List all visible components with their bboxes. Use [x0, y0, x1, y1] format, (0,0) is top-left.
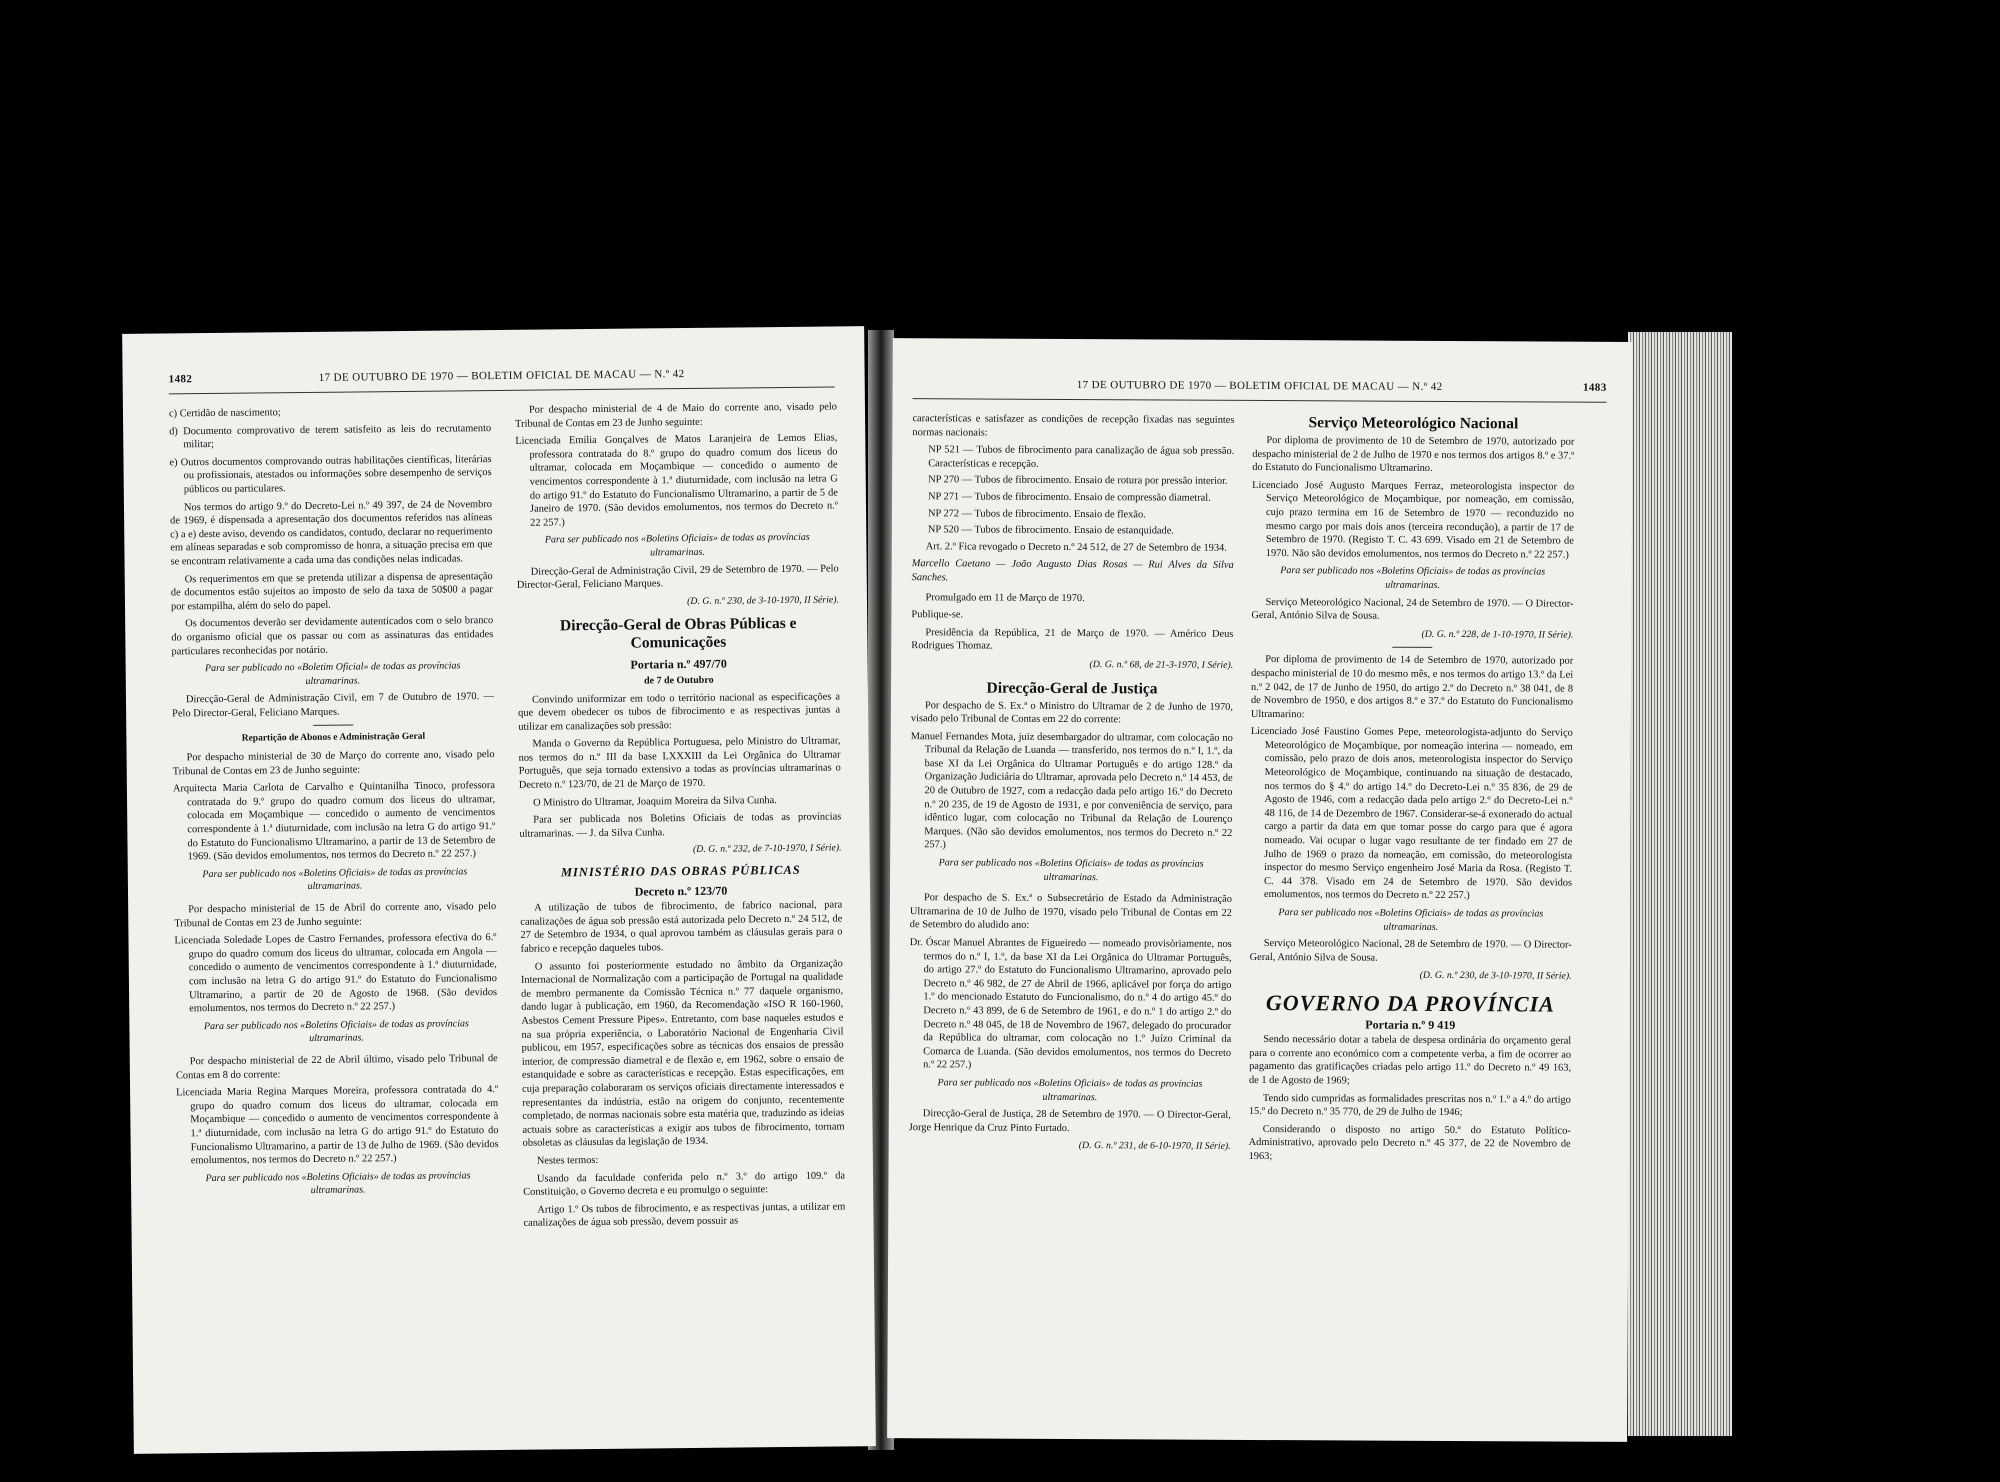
left-running-head	[169, 366, 835, 394]
portaria-date: de 7 de Outubro	[643, 674, 714, 687]
item-c: c) Certidão de nascimento;	[168, 407, 281, 420]
publication-note: Para ser publicado nos «Boletins Oficiais» de todas as províncias ultramarinas.	[544, 532, 810, 559]
dispatch-body: Licenciada Emília Gonçalves de Matos Laranjeira de Lemos Elias, professora contratada do 8.º grupo do quadro comum dos liceus do ultramar, colocada em Moçambique — concedido o aumento de vencimentos correspondente à 1.ª diuturnidade, com inclusão na letra G do artigo 91.º do Estatuto do Funcionalismo Ultramarino, a partir de 5 de Janeiro de 1970. (São devidos emolumentos, nos termos do Decreto n.º 22 257.)	[515, 432, 839, 529]
right-running-title: 17 DE OUTUBRO DE 1970 — BOLETIM OFICIAL DE MACAU — N.º 42	[1076, 379, 1443, 393]
publication-note: Para ser publicado nos «Boletins Oficiais» de todas as províncias ultramarinas.	[202, 866, 468, 893]
dispatch-body: Licenciada Maria Regina Marques Moreira, professora contratada do 4.º grupo do quadro comum dos liceus do ultramar, colocada em Moçambique — concedido o aumento de vencimentos correspondente à 1.ª diuturnidade, com inclusão na letra G do artigo 91.º do Estatuto do Funcionalismo Ultramarino, a partir de 13 de Julho de 1969. (São devidos emolumentos, nos termos do Decreto n.º 22 257.)	[176, 1084, 499, 1167]
dispatch-body: Arquitecta Maria Carlota de Carvalho e Quintanilha Tinoco, professora contratada do 9.º grupo do quadro comum dos liceus do ultramar, colocada em Moçambique — concedido o aumento de vencimentos correspondente à 1.ª diuturnidade, com inclusão na letra G do artigo 91.º do Estatuto do Funcionalismo Ultramarino, a partir de 13 de Setembro de 1969. (São devidos emolumentos, nos termos do Decreto n.º 22 257.)	[172, 780, 496, 863]
gazette-reference: (D. G. n.º 230, de 3-10-1970, II Série).	[687, 594, 840, 607]
right-column-1	[909, 412, 1235, 1158]
signature: O Ministro do Ultramar, Joaquim Moreira da Silva Cunha.	[533, 794, 777, 809]
paragraph: Nos termos do artigo 9.º do Decreto-Lei n.º 49 397, de 24 de Novembro de 1969, é dispensada a apresentação dos documentos referidos nas alíneas c) a e) deste aviso, devendo os candidatos, contudo, declarar no requerimento em alíneas separadas e sob compromisso de honra, a situação precisa em que se encontram relativamente a cada uma das condições nelas indicadas.	[170, 498, 493, 568]
paragraph: Considerando o disposto no artigo 50.º do Estatuto Político-Administrativo, aprovado pelo Decreto n.º 45 377, de 22 de Novembro de 1963;	[1248, 1123, 1571, 1162]
directorate-heading: Direcção-Geral de Justiça	[986, 679, 1158, 697]
decreto-title: Decreto n.º 123/70	[634, 883, 728, 899]
publication-note: Para ser publicado nos «Boletins Oficiais» de todas as províncias ultramarinas.	[1278, 907, 1544, 933]
gazette-reference: (D. G. n.º 232, de 7-10-1970, I Série).	[692, 842, 842, 856]
norm-item: NP 271 — Tubos de fibrocimento. Ensaio de compressão diametral.	[928, 491, 1211, 504]
paragraph: Convindo uniformizar em todo o território nacional as especificações a que devem obedecer os tubos de fibrocimento e as respectivas juntas a utilizar em canalizações sob pressão:	[518, 690, 841, 733]
dispatch-body: Licenciado José Faustino Gomes Pepe, meteorologista-adjunto do Serviço Meteorológico de Moçambique, por nomeação interina — nomeado, em comissão, pelo prazo de dois anos, meteorologista inspector do Serviço Meteorológico de Moçambique, continuando na situação de destacado, nos termos do § 4.º do artigo 14.º do Decreto-Lei n.º 35 836, de 29 de Agosto de 1946, com a redacção dada pelo artigo 2.º do Decreto-Lei n.º 48 116, de 14 de Dezembro de 1967. Considerar-se-á exonerado do actual cargo a partir da data em que tomar posse do cargo para que é agora nomeado. Vai ocupar o lugar vago resultante de ter findado em 27 de Julho de 1969 o prazo da nomeação, em comissão, do meteorologista inspector do mesmo Serviço engenheiro José Maria da Rosa. (Registo T. C. 44 378. Visado em 24 de Setembro de 1970. São devidos emolumentos, nos termos do Decreto n.º 22 257.)	[1250, 726, 1573, 902]
ministry-heading: MINISTÉRIO DAS OBRAS PÚBLICAS	[560, 862, 801, 880]
dispatch-intro: Por despacho ministerial de 30 de Março do corrente ano, visado pelo Tribunal de Contas em 23 de Junho seguinte:	[172, 749, 495, 778]
signatories: Marcello Caetano — João Augusto Dias Rosas — Rui Alves da Silva Sanches.	[911, 558, 1234, 584]
right-running-head	[913, 378, 1607, 403]
paragraph: Promulgado em 11 de Março de 1970.	[925, 591, 1085, 604]
norm-item: NP 521 — Tubos de fibrocimento para canalização de água sob pressão. Características e recepção.	[928, 444, 1235, 470]
portaria-title: Portaria n.º 9 419	[1365, 1017, 1456, 1032]
publication-note: Para ser publicado nos «Boletins Oficiais» de todas as províncias ultramarinas.	[938, 857, 1204, 883]
signature: Direcção-Geral de Administração Civil, 29 de Setembro de 1970. — Pelo Director-Geral, Feliciano Marques.	[516, 562, 839, 591]
governo-heading: GOVERNO DA PROVÍNCIA	[1265, 990, 1555, 1017]
norm-item: NP 270 — Tubos de fibrocimento. Ensaio de rotura por pressão interior.	[928, 474, 1228, 488]
paragraph: Usando da faculdade conferida pelo n.º 3.º do artigo 109.º da Constituição, o Governo decreta e eu promulgo o seguinte:	[523, 1169, 846, 1198]
right-column-2	[1249, 414, 1575, 1169]
gazette-reference: (D. G. n.º 228, de 1-10-1970, II Série).	[1421, 628, 1574, 641]
directorate-heading: Direcção-Geral de Obras Públicas e Comunicações	[559, 615, 797, 652]
dispatch-body: Licenciada Soledade Lopes de Castro Fernandes, professora efectiva do 6.º grupo do quadro comum dos liceus do ultramar, colocada em Angola — concedido o aumento de vencimentos correspondente à 1.ª diuturnidade, com inclusão na letra G do artigo 91.º do Estatuto do Funcionalismo Ultramarino, a partir de 20 de Agosto de 1968. (São devidos emolumentos, nos termos do Decreto n.º 22 257.)	[174, 932, 498, 1015]
dispatch-body: Manuel Fernandes Mota, juiz desembargador do ultramar, com colocação no Tribunal da Relação de Luanda — transferido, nos termos do n.º I, 1.º, da base XI da Lei Orgânica do Ultramar Português e do artigo 128.º da Organização Judiciária do Ultramar, aprovada pelo Decreto n.º 14 453, de 20 de Outubro de 1927, com a redacção dada pelo artigo 16.º do Decreto n.º 20 235, de 19 de Agosto de 1931, e por conveniência de serviço, para idêntico lugar, com colocação no Tribunal da Relação de Lourenço Marques. (Não são devidos emolumentos, nos termos do Decreto n.º 22 257.)	[910, 730, 1233, 851]
item-e: e) Outros documentos comprovando outras habilitações científicas, literárias ou profissionais, atestados ou informações sobre desempenho de serviços públicos ou particulares.	[169, 453, 492, 496]
left-page-number: 1482	[168, 373, 193, 386]
paragraph: Os documentos deverão ser devidamente autenticados com o selo branco do organismo oficial que os passar ou com as assinaturas das entidades particulares reconhecidas por notário.	[171, 615, 494, 657]
section-heading: Repartição de Abonos e Administração Geral	[241, 732, 426, 745]
paragraph: Tendo sido cumpridas as formalidades prescritas nos n.º 1.º a 4.º do artigo 15.º do Decreto n.º 35 770, de 29 de Julho de 1946;	[1248, 1092, 1571, 1119]
signature: Serviço Meteorológico Nacional, 24 de Setembro de 1970. — O Director-Geral, António Silva de Sousa.	[1251, 596, 1574, 622]
divider	[1392, 647, 1432, 648]
publication-note: Para ser publicado nos «Boletins Oficiais» de todas as províncias ultramarinas.	[937, 1077, 1203, 1103]
dispatch-intro: Por diploma de provimento de 10 de Setembro de 1970, autorizado por despacho ministerial de 2 de Julho de 1970 e nos termos dos artigos 8.º e 37.º do Estatuto do Funcionalismo Ultramarino.	[1252, 435, 1575, 475]
paragraph: Sendo necessário dotar a tabela de despesa ordinária do orçamento geral para o corrente ano económico com a competente verba, a fim de ocorrer ao pagamento das gratificações criadas pelo artigo 11.º do Decreto n.º 49 163, de 1 de Agosto de 1969;	[1248, 1034, 1572, 1087]
gazette-reference: (D. G. n.º 68, de 21-3-1970, I Série).	[1089, 659, 1234, 671]
paragraph: O assunto foi posteriormente estudado no âmbito da Organização Internacional de Normalização com a participação de Portugal na qualidade de membro permanente da Comissão Técnica n.º 77 daquele organismo, dando lugar à publicação, em 1960, da Recomendação «ISO R 160-1960, Asbestos Cement Pressure Pipes». Entretanto, com base naqueles estudos e na sua própria experiência, o Laboratório Nacional de Engenharia Civil publicou, em 1957, especificações sobre as técnicas dos ensaios de pressão interior, de compressão diametral e de flexão e, em 1962, sobre o ensaio de estanquidade e sobre as características e recepção. Estas especificações, em cuja preparação colaboraram os serviços oficiais directamente interessados e representantes da indústria, estão na origem do conjunto, recentemente completado, de normas nacionais sobre esta matéria que, traduzindo as ideias actuais sobre as características a exigir aos tubos de fibrocimento, tornam obsoletas as cláusulas da legislação de 1934.	[520, 957, 845, 1150]
norm-item: NP 520 — Tubos de fibrocimento. Ensaio de estanquidade.	[927, 524, 1174, 537]
paragraph: características e satisfazer as condições de recepção fixadas nas seguintes normas nacionais:	[912, 413, 1235, 439]
dispatch-intro: Por despacho de S. Ex.ª o Subsecretário de Estado da Administração Ultramarina de 10 de Julho de 1970, visado pelo Tribunal de Contas em 22 de Setembro do aludido ano:	[909, 892, 1232, 932]
publication-note: Para ser publicado nos «Boletins Oficiais» de todas as províncias ultramarinas.	[1280, 565, 1546, 591]
signature: Direcção-Geral de Justiça, 28 de Setembro de 1970. — O Director-Geral, Jorge Henrique da Cruz Pinto Furtado.	[908, 1108, 1231, 1134]
publication-note: Para ser publicado nos «Boletins Oficiais» de todas as províncias ultramarinas.	[203, 1018, 469, 1045]
publication-note: Para ser publicado no «Boletim Oficial» de todas as províncias ultramarinas.	[204, 660, 461, 687]
dispatch-intro: Por despacho ministerial de 15 de Abril do corrente ano, visado pelo Tribunal de Contas em 23 de Junho seguinte:	[174, 901, 497, 929]
left-column-2	[515, 400, 846, 1234]
norm-item: NP 272 — Tubos de fibrocimento. Ensaio de flexão.	[927, 507, 1146, 520]
gazette-reference: (D. G. n.º 231, de 6-10-1970, II Série).	[1078, 1140, 1231, 1153]
dispatch-body: Licenciado José Augusto Marques Ferraz, meteorologista inspector do Serviço Meteorológico de Moçambique, por nomeação, em comissão, cujo prazo termina em 16 de Setembro de 1970 — reconduzido no mesmo cargo por mais dois anos (terceira recondução), a partir de 17 de Setembro de 1970. (Registo T. C. 43 699. Visado em 21 de Setembro de 1970. Não são devidos emolumentos, nos termos do Decreto n.º 22 257.)	[1252, 479, 1575, 561]
publication-note: Para ser publicada nos Boletins Oficiais de todas as províncias ultramarinas. — J. da Silva Cunha.	[519, 811, 842, 840]
dispatch-intro: Por despacho ministerial de 4 de Maio do corrente ano, visado pelo Tribunal de Contas em 23 de Junho seguinte:	[515, 401, 838, 430]
left-running-title: 17 DE OUTUBRO DE 1970 — BOLETIM OFICIAL DE MACAU — N.º 42	[318, 368, 685, 384]
paragraph: Manda o Governo da República Portuguesa, pelo Ministro do Ultramar, nos termos do n.º III da base LXXXIII da Lei Orgânica do Ultramar Português, que seja tornado extensivo a todas as províncias ultramarinas o Decreto n.º 123/70, de 21 de Março de 1970.	[518, 735, 841, 791]
paragraph: Publique-se.	[911, 609, 964, 621]
signature: Serviço Meteorológico Nacional, 28 de Setembro de 1970. — O Director-Geral, António Silva de Sousa.	[1249, 938, 1572, 964]
dispatch-body: Dr. Óscar Manuel Abrantes de Figueiredo — nomeado provisòriamente, nos termos do n.º I, 1.º, da base XI da Lei Orgânica do Ultramar Português, do artigo 27.º do Estatuto do Funcionalismo Ultramarino, aprovado pelo Decreto n.º 46 982, de 27 de Abril de 1966, aplicável por força do artigo 1.º do mencionado Estatuto do Funcionalismo, do n.º 4 do artigo 45.º do Decreto n.º 43 899, de 6 de Setembro de 1961, e do n.º 1 do artigo 2.º do Decreto n.º 48 045, de 18 de Novembro de 1967, delegado do procurador da República do ultramar, com colocação no 1.º Juízo Criminal da Comarca de Luanda. (São devidos emolumentos, nos termos do Decreto n.º 22 257.)	[909, 937, 1232, 1071]
paragraph: Os requerimentos em que se pretenda utilizar a dispensa de apresentação de documentos estão sujeitos ao imposto de selo da taxa de 50$00 a pagar por estampilha, além do selo do papel.	[170, 570, 493, 613]
gazette-reference: (D. G. n.º 230, de 3-10-1970, II Série).	[1419, 970, 1572, 983]
paragraph: Nestes termos:	[536, 1154, 599, 1167]
left-page	[122, 326, 876, 1454]
item-d: d) Documento comprovativo de terem satisfeito as leis do recrutamento militar;	[169, 422, 492, 451]
paragraph: A utilização de tubos de fibrocimento, de fabrico nacional, para canalizações de água sob pressão está autorizada pelo Decreto n.º 24 512, de 27 de Setembro de 1934, o qual aprovou também as cláusulas gerais para o fabrico e recepção daqueles tubos.	[520, 899, 843, 955]
left-column-1	[169, 404, 499, 1203]
paragraph: Presidência da República, 21 de Março de 1970. — Américo Deus Rodrigues Thomaz.	[911, 626, 1234, 652]
paragraph: Art. 2.º Fica revogado o Decreto n.º 24 512, de 27 de Setembro de 1934.	[925, 540, 1227, 554]
publication-note: Para ser publicado nos «Boletins Oficiais» de todas as províncias ultramarinas.	[205, 1170, 471, 1197]
service-heading: Serviço Meteorológico Nacional	[1308, 414, 1519, 433]
paragraph: Artigo 1.º Os tubos de fibrocimento, e as respectivas juntas, a utilizar em canalizações de água sob pressão, devem possuir as	[523, 1201, 846, 1230]
right-page-number: 1483	[1582, 381, 1607, 394]
signature: Direcção-Geral de Administração Civil, em 7 de Outubro de 1970. — Pelo Director-Geral, Feliciano Marques.	[172, 691, 495, 720]
dispatch-intro: Por despacho ministerial de 22 de Abril último, visado pelo Tribunal de Contas em 8 do corrente:	[175, 1052, 498, 1081]
page-edges	[1628, 332, 1732, 1436]
portaria-title: Portaria n.º 497/70	[630, 656, 727, 672]
divider	[313, 725, 353, 726]
dispatch-intro: Por diploma de provimento de 14 de Setembro de 1970, autorizado por despacho ministerial de 10 do mesmo mês, e nos termos do artigo 13.º da Lei n.º 2 042, de 17 de Junho de 1950, do artigo 2.º do Decreto n.º 38 041, de 8 de Novembro de 1950, e dos artigos 8.º e 37.º do Estatuto do Funcionalismo Ultramarino:	[1250, 654, 1574, 720]
right-page	[887, 338, 1633, 1442]
dispatch-intro: Por despacho de S. Ex.ª o Ministro do Ultramar de 2 de Junho de 1970, visado pelo Tribunal de Contas em 22 do corrente:	[910, 699, 1233, 726]
